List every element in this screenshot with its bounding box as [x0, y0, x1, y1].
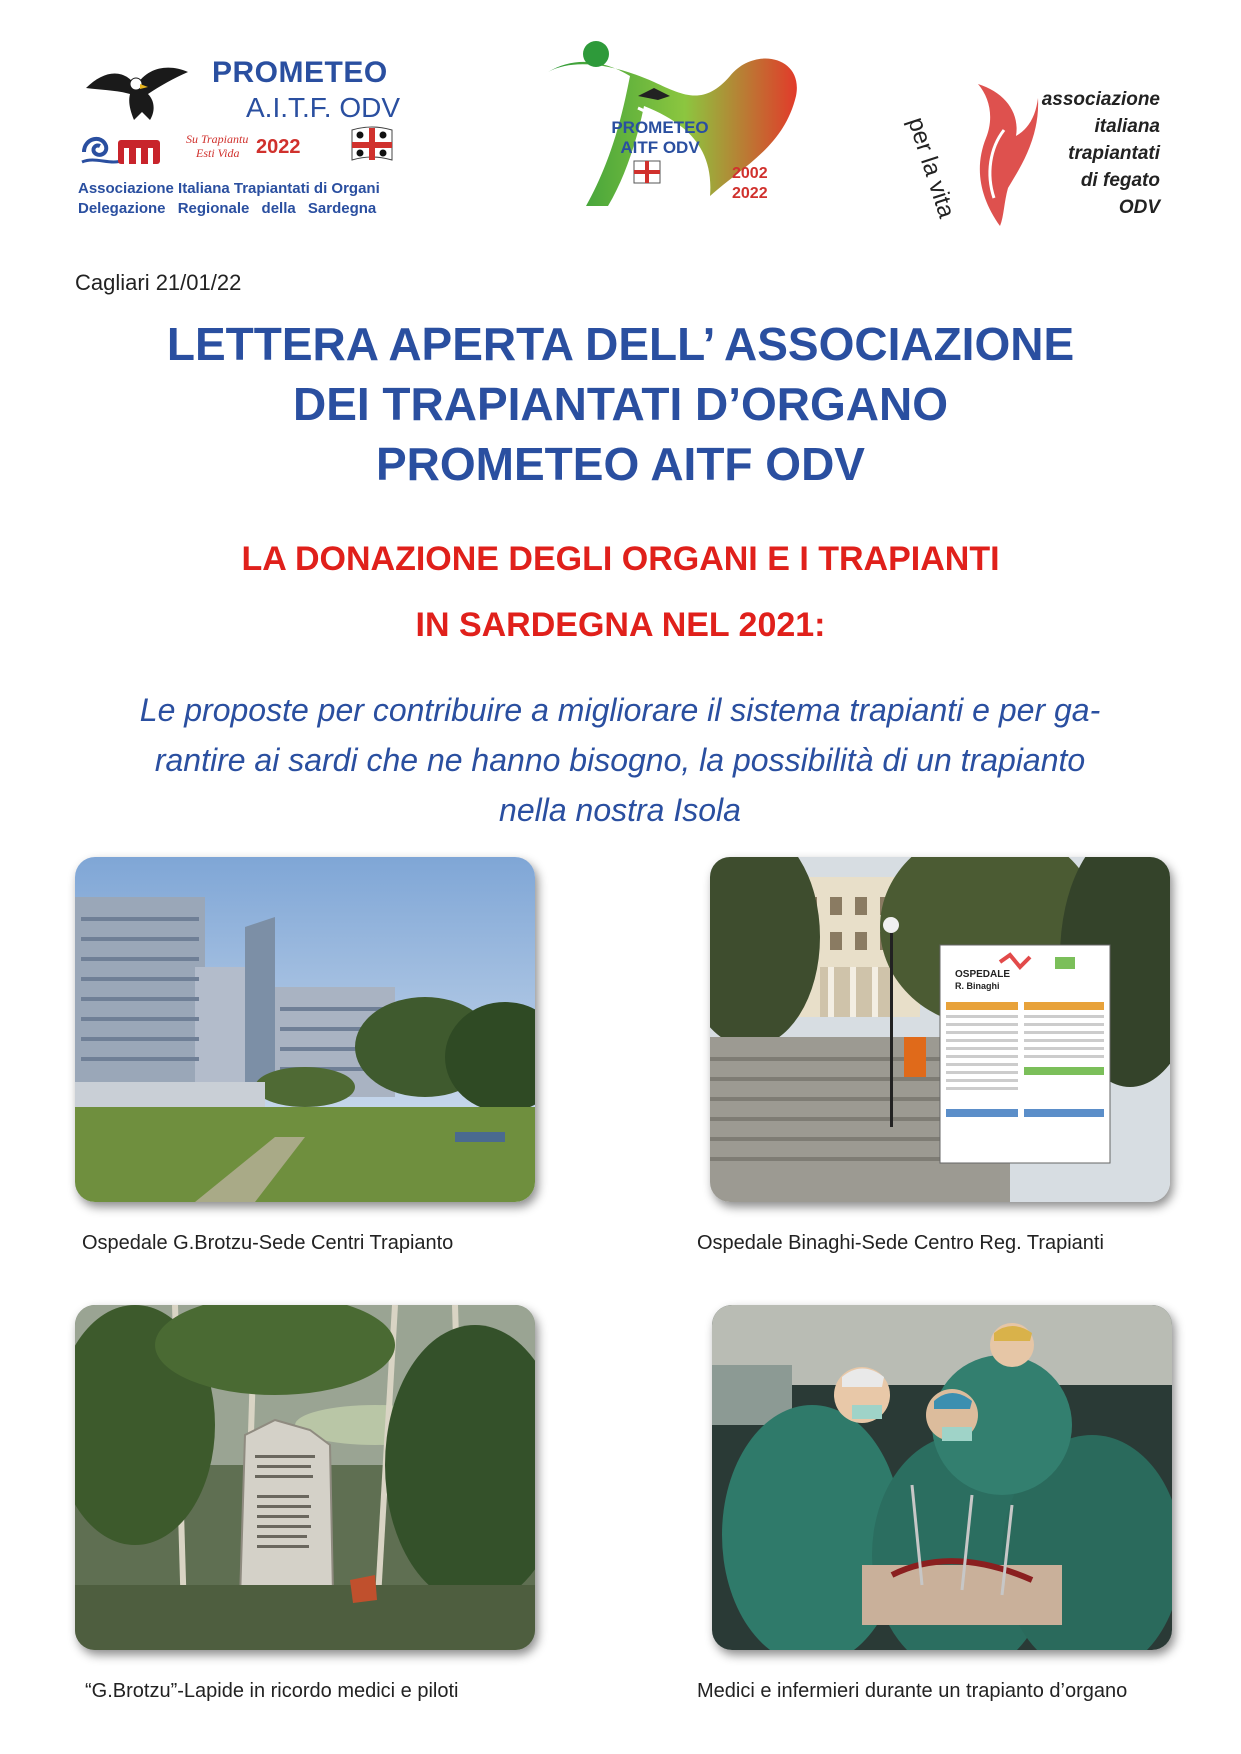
aitf-line-4: di fegato [1080, 170, 1160, 191]
lead-line-3: nella nostra Isola [499, 792, 741, 828]
caption-photo-4: Medici e infermieri durante un trapianto d’organo [697, 1680, 1128, 1702]
logo-motto [186, 132, 248, 160]
caption-photo-1: Ospedale G.Brotzu-Sede Centri Trapianto [82, 1232, 454, 1254]
wave-nuraghe-icon [80, 128, 164, 168]
eagle-icon [84, 60, 190, 130]
flame-flower-icon [960, 78, 1040, 228]
prometeo-sardegna-logo [70, 50, 430, 230]
aitf-line-3: trapiantati [1068, 143, 1160, 164]
prometeo-anniversary-logo [534, 36, 804, 226]
sign-title-1: OSPEDALE [955, 969, 1011, 980]
title-line-3: PROMETEO AITF ODV [376, 438, 865, 490]
lead-paragraph [70, 685, 1170, 835]
photo-binaghi-hospital [710, 857, 1170, 1202]
logo-org-suffix: A.I.T.F. ODV [246, 92, 401, 123]
subtitle-line-1: LA DONAZIONE DEGLI ORGANI E I TRAPIANTI [241, 540, 1000, 578]
aitf-side-text: per la vita [902, 114, 961, 222]
year-start: 2002 [732, 165, 768, 182]
title-line-2: DEI TRAPIANTATI D’ORGANO [292, 378, 949, 430]
lead-line-2: rantire ai sardi che ne hanno bisogno, la possibilità di un trapianto [154, 742, 1086, 778]
center-logo-years [732, 164, 768, 204]
motto-line-1: Su Trapiantu [186, 132, 249, 146]
photo-surgical-team [712, 1305, 1172, 1650]
aitf-logo [902, 78, 1160, 238]
caption-photo-3: “G.Brotzu”-Lapide in ricordo medici e piloti [85, 1680, 459, 1702]
logo-assoc-line-2: Delegazione Regionale della Sardegna [78, 200, 377, 217]
center-title-line-1: PROMETEO [611, 118, 709, 137]
subtitle-line-2: IN SARDEGNA NEL 2021: [415, 606, 826, 644]
aitf-line-5: ODV [1118, 197, 1160, 218]
aitf-line-1: associazione [1041, 89, 1160, 110]
aitf-name [1042, 86, 1160, 221]
photo-brotzu-hospital [75, 857, 535, 1202]
logo-assoc-line-1: Associazione Italiana Trapiantati di Organi [78, 180, 380, 197]
photo-memorial-stone [75, 1305, 535, 1650]
lead-line-1: Le proposte per contribuire a migliorare il sistema trapianti e per ga- [139, 692, 1101, 728]
motto-line-2: Esti Vida [196, 146, 240, 160]
center-title-line-2: AITF ODV [620, 138, 700, 157]
logo-org-name: PROMETEO [212, 56, 388, 89]
center-logo-title [610, 118, 710, 158]
title-line-1: LETTERA APERTA DELL’ ASSOCIAZIONE [166, 318, 1075, 370]
page-title [0, 314, 1241, 494]
caption-photo-2: Ospedale Binaghi-Sede Centro Reg. Trapianti [697, 1232, 1104, 1254]
logo-year: 2022 [256, 136, 301, 158]
year-end: 2022 [732, 185, 768, 202]
aitf-line-2: italiana [1094, 116, 1160, 137]
letter-date: Cagliari 21/01/22 [75, 270, 242, 295]
sardinia-flag-icon [350, 126, 394, 164]
sign-title-2: R. Binaghi [955, 981, 1000, 991]
